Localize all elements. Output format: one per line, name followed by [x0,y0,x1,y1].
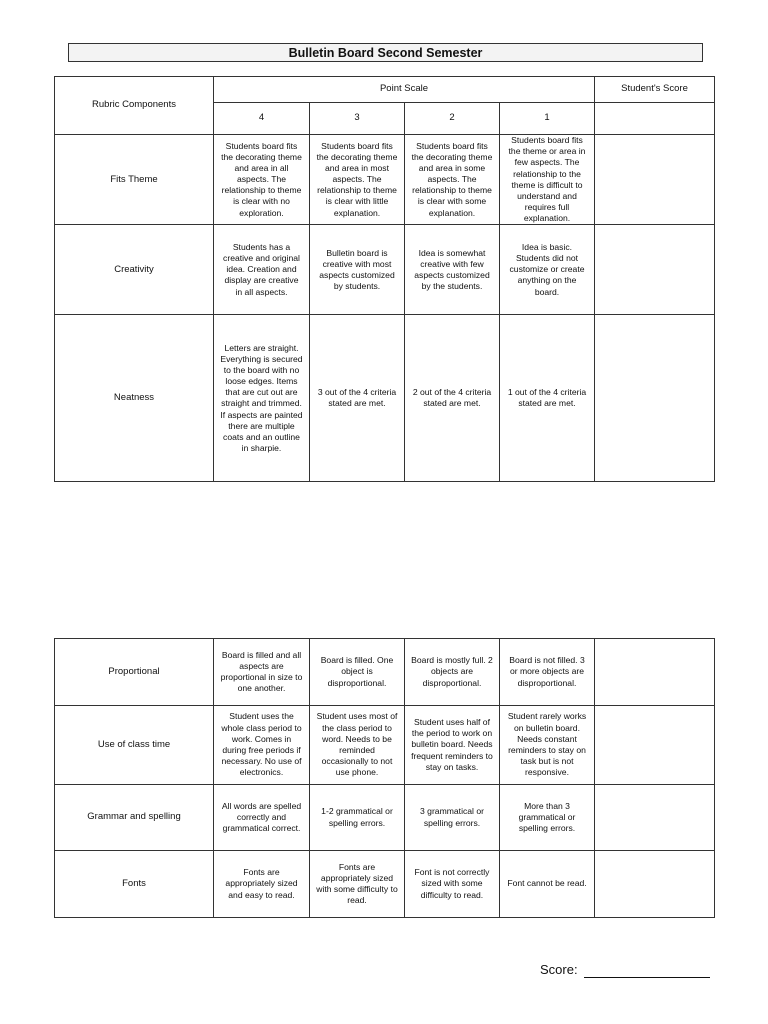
criteria-cell: Student rarely works on bulletin board. Needs constant reminders to stay on task but is not responsive. [500,706,595,785]
criteria-cell: Idea is basic. Students did not customize or create anything on the board. [500,225,595,315]
score-label: Score: [540,962,578,977]
component-label: Proportional [55,639,214,706]
table-row [55,851,715,918]
component-label: Fonts [55,851,214,918]
criteria-cell: Students board fits the decorating theme and area in all aspects. The relationship to theme is clear with no exploration. [214,135,310,225]
criteria-cell: Student uses the whole class period to work. Comes in during free periods if necessary. No use of electronics. [214,706,310,785]
criteria-cell: More than 3 grammatical or spelling errors. [500,785,595,851]
table-row [55,225,715,315]
rubric-table-top [54,76,715,482]
criteria-cell: Board is mostly full. 2 objects are disproportional. [405,639,500,706]
component-label: Fits Theme [55,135,214,225]
criteria-cell: Fonts are appropriately sized with some difficulty to read. [310,851,405,918]
component-label: Use of class time [55,706,214,785]
point-4-header: 4 [214,103,310,135]
criteria-cell: Fonts are appropriately sized and easy to read. [214,851,310,918]
table-row [55,315,715,482]
score-cell [595,135,715,225]
criteria-cell: 3 out of the 4 criteria stated are met. [310,315,405,482]
criteria-cell: Board is filled and all aspects are proportional in size to one another. [214,639,310,706]
criteria-cell: 3 grammatical or spelling errors. [405,785,500,851]
table-row [55,639,715,706]
criteria-cell: Students board fits the theme or area in few aspects. The relationship to the theme is difficult to understand and requires full explanation. [500,135,595,225]
table-row [55,785,715,851]
score-cell [595,639,715,706]
rubric-table-bottom [54,638,715,918]
point-3-header: 3 [310,103,405,135]
component-label: Neatness [55,315,214,482]
score-cell [595,851,715,918]
criteria-cell: Board is filled. One object is disproportional. [310,639,405,706]
criteria-cell: Students has a creative and original idea. Creation and display are creative in all aspects. [214,225,310,315]
criteria-cell: 1-2 grammatical or spelling errors. [310,785,405,851]
criteria-cell: Students board fits the decorating theme and area in most aspects. The relationship to theme is clear with little explanation. [310,135,405,225]
score-cell [595,225,715,315]
criteria-cell: 2 out of the 4 criteria stated are met. [405,315,500,482]
point-scale-header: Point Scale [214,77,595,103]
score-blank-line[interactable] [584,977,710,978]
score-cell [595,706,715,785]
criteria-cell: Students board fits the decorating theme and area in some aspects. The relationship to theme is clear with some explanation. [405,135,500,225]
criteria-cell: Letters are straight. Everything is secured to the board with no loose edges. Items that are cut out are straight and trimmed. If aspects are painted there are multiple coats and an outline in sharpie. [214,315,310,482]
component-label: Grammar and spelling [55,785,214,851]
criteria-cell: Font is not correctly sized with some difficulty to read. [405,851,500,918]
criteria-cell: 1 out of the 4 criteria stated are met. [500,315,595,482]
score-cell [595,785,715,851]
criteria-cell: All words are spelled correctly and grammatical correct. [214,785,310,851]
score-header-blank [595,103,715,135]
component-label: Creativity [55,225,214,315]
criteria-cell: Font cannot be read. [500,851,595,918]
rubric-components-header: Rubric Components [55,77,214,135]
criteria-cell: Student uses half of the period to work on bulletin board. Needs frequent reminders to stay on tasks. [405,706,500,785]
criteria-cell: Student uses most of the class period to word. Needs to be reminded occasionally to not use phone. [310,706,405,785]
document-title: Bulletin Board Second Semester [68,43,703,62]
criteria-cell: Board is not filled. 3 or more objects are disproportional. [500,639,595,706]
students-score-header: Student's Score [595,77,715,103]
point-1-header: 1 [500,103,595,135]
table-row [55,135,715,225]
table-row [55,706,715,785]
criteria-cell: Bulletin board is creative with most aspects customized by students. [310,225,405,315]
point-2-header: 2 [405,103,500,135]
score-cell [595,315,715,482]
criteria-cell: Idea is somewhat creative with few aspects customized by the students. [405,225,500,315]
